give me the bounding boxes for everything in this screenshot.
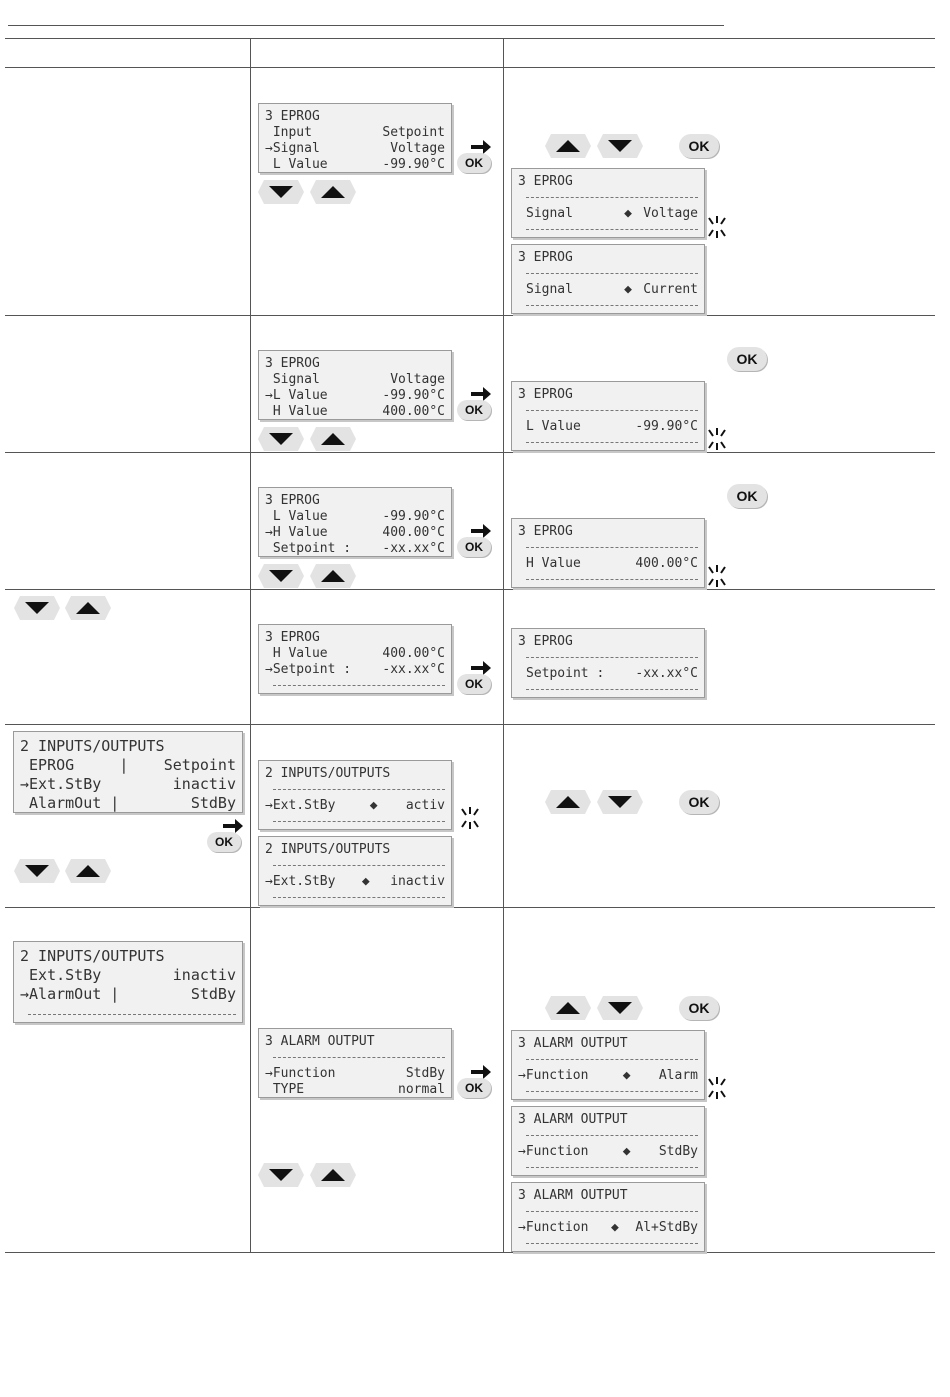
arrow-up-key-icon[interactable] xyxy=(310,564,356,588)
edit-symbol: ◆ xyxy=(622,1068,631,1083)
row-divider xyxy=(5,589,935,590)
menu-item-label: Signal xyxy=(265,372,320,387)
ok-button[interactable]: OK xyxy=(457,1078,491,1098)
edit-value: StdBy xyxy=(658,1144,698,1159)
ok-button[interactable]: OK xyxy=(727,484,767,508)
display-alarm-output xyxy=(258,1028,452,1098)
edit-value: -xx.xx°C xyxy=(635,666,698,681)
display-lvalue-edit xyxy=(511,381,705,451)
menu-item-value: -xx.xx°C xyxy=(382,541,445,556)
menu-item-label: Setpoint : xyxy=(265,541,352,556)
display-title: 3 EPROG xyxy=(518,634,573,649)
display-inputs-outputs xyxy=(13,731,243,813)
edit-value: activ xyxy=(405,798,445,813)
display-eprog-hvalue xyxy=(258,487,452,557)
arrow-up-key-icon[interactable] xyxy=(65,859,111,883)
ok-button[interactable]: OK xyxy=(457,537,491,557)
row-divider xyxy=(5,452,935,453)
display-setpoint-edit xyxy=(511,628,705,698)
display-title: 3 EPROG xyxy=(265,356,320,371)
menu-item-value: StdBy xyxy=(190,794,236,812)
menu-item-label: →Setpoint : xyxy=(265,662,352,677)
arrow-up-key-icon[interactable] xyxy=(310,427,356,451)
display-function-edit xyxy=(511,1106,705,1176)
display-hvalue-edit xyxy=(511,518,705,588)
menu-item-value: inactiv xyxy=(172,966,236,984)
menu-item-label: TYPE xyxy=(265,1082,305,1097)
arrow-down-key-icon[interactable] xyxy=(597,790,643,814)
display-eprog-setpoint xyxy=(258,624,452,694)
edit-symbol: ◆ xyxy=(361,874,370,889)
edit-label: →Ext.StBy xyxy=(265,874,336,889)
edit-symbol: ◆ xyxy=(624,206,632,221)
display-title: 3 EPROG xyxy=(518,524,573,539)
row-divider xyxy=(5,724,935,725)
display-eprog-lvalue xyxy=(258,350,452,420)
blink-icon xyxy=(706,426,728,452)
display-function-edit xyxy=(511,1030,705,1100)
display-eprog-signal xyxy=(258,103,452,173)
row-divider xyxy=(5,315,935,316)
display-title: 3 EPROG xyxy=(265,630,320,645)
edit-label: Signal xyxy=(526,206,573,221)
column-divider xyxy=(503,38,504,1252)
blink-icon xyxy=(459,805,481,831)
edit-label: →Ext.StBy xyxy=(265,798,336,813)
display-function-edit xyxy=(511,1182,705,1252)
menu-item-value: -xx.xx°C xyxy=(382,662,445,677)
menu-item-value: -99.90°C xyxy=(382,388,445,403)
arrow-down-key-icon[interactable] xyxy=(14,859,60,883)
ok-button[interactable]: OK xyxy=(457,153,491,173)
arrow-up-key-icon[interactable] xyxy=(310,180,356,204)
display-title: 3 ALARM OUTPUT xyxy=(518,1112,628,1127)
menu-item-label: →Signal xyxy=(265,141,320,156)
ok-button[interactable]: OK xyxy=(679,790,719,814)
menu-item-value: 400.00°C xyxy=(382,404,445,419)
edit-label: Setpoint : xyxy=(526,666,605,681)
display-signal-edit xyxy=(511,168,705,238)
edit-label: H Value xyxy=(526,556,581,571)
edit-symbol: ◆ xyxy=(624,282,632,297)
display-title: 3 ALARM OUTPUT xyxy=(518,1036,628,1051)
display-title: 3 EPROG xyxy=(265,109,320,124)
edit-value: Al+StdBy xyxy=(635,1220,698,1235)
menu-item-value: Setpoint xyxy=(382,125,445,140)
ok-button[interactable]: OK xyxy=(679,134,719,158)
arrow-up-key-icon[interactable] xyxy=(545,996,591,1020)
menu-item-value: inactiv xyxy=(172,775,236,793)
arrow-up-key-icon[interactable] xyxy=(65,596,111,620)
menu-item-value: Voltage xyxy=(390,141,445,156)
table-top-border xyxy=(5,38,935,39)
table-header-border xyxy=(5,67,935,68)
display-title: 3 ALARM OUTPUT xyxy=(265,1034,375,1049)
arrow-down-key-icon[interactable] xyxy=(597,134,643,158)
display-title: 3 ALARM OUTPUT xyxy=(518,1188,628,1203)
arrow-down-key-icon[interactable] xyxy=(258,427,304,451)
edit-value: 400.00°C xyxy=(635,556,698,571)
edit-label: →Function xyxy=(518,1144,589,1159)
edit-value: Alarm xyxy=(658,1068,698,1083)
ok-button[interactable]: OK xyxy=(207,832,241,852)
arrow-down-key-icon[interactable] xyxy=(258,564,304,588)
ok-button[interactable]: OK xyxy=(679,996,719,1020)
menu-item-label: AlarmOut | xyxy=(20,794,120,812)
menu-item-label: Input xyxy=(265,125,312,140)
display-title: 2 INPUTS/OUTPUTS xyxy=(20,947,165,965)
menu-item-value: Setpoint xyxy=(163,756,236,774)
edit-symbol: ◆ xyxy=(622,1144,631,1159)
edit-value: inactiv xyxy=(390,874,445,889)
menu-item-label: Ext.StBy xyxy=(20,966,102,984)
ok-button[interactable]: OK xyxy=(727,347,767,371)
edit-value: Voltage xyxy=(643,206,698,221)
menu-item-label: L Value xyxy=(265,157,328,172)
arrow-up-key-icon[interactable] xyxy=(310,1163,356,1187)
edit-value: -99.90°C xyxy=(635,419,698,434)
edit-symbol: ◆ xyxy=(369,798,378,813)
menu-item-value: StdBy xyxy=(190,985,236,1003)
display-title: 2 INPUTS/OUTPUTS xyxy=(265,766,391,781)
arrow-up-key-icon[interactable] xyxy=(545,134,591,158)
blink-icon xyxy=(706,563,728,589)
edit-symbol: ◆ xyxy=(611,1220,619,1235)
menu-item-value: -99.90°C xyxy=(382,157,445,172)
edit-label: Signal xyxy=(526,282,573,297)
menu-item-label: H Value xyxy=(265,404,328,419)
display-title: 2 INPUTS/OUTPUTS xyxy=(265,842,391,857)
header-rule xyxy=(8,25,724,26)
table-bottom-border xyxy=(5,1252,935,1253)
menu-item-label: →AlarmOut | xyxy=(20,985,120,1003)
display-title: 3 EPROG xyxy=(518,250,573,265)
display-inputs-outputs-alarm xyxy=(13,941,243,1023)
menu-item-value: 400.00°C xyxy=(382,525,445,540)
display-title: 3 EPROG xyxy=(518,174,573,189)
edit-label: →Function xyxy=(518,1068,589,1083)
menu-item-value: -99.90°C xyxy=(382,509,445,524)
row-divider xyxy=(5,907,935,908)
arrow-down-key-icon[interactable] xyxy=(258,1163,304,1187)
edit-label: →Function xyxy=(518,1220,589,1235)
ok-button[interactable]: OK xyxy=(457,674,491,694)
menu-item-label: H Value xyxy=(265,646,328,661)
menu-item-label: EPROG | xyxy=(20,756,129,774)
ok-button[interactable]: OK xyxy=(457,400,491,420)
menu-item-value: StdBy xyxy=(405,1066,445,1081)
display-title: 3 EPROG xyxy=(265,493,320,508)
menu-item-label: →Ext.StBy xyxy=(20,775,102,793)
display-extstby-edit xyxy=(258,836,452,906)
display-extstby-edit xyxy=(258,760,452,830)
arrow-down-key-icon[interactable] xyxy=(258,180,304,204)
menu-item-label: →L Value xyxy=(265,388,328,403)
menu-item-label: →H Value xyxy=(265,525,328,540)
column-divider xyxy=(250,38,251,1252)
menu-item-label: →Function xyxy=(265,1066,336,1081)
blink-icon xyxy=(706,1075,728,1101)
menu-item-value: 400.00°C xyxy=(382,646,445,661)
arrow-down-key-icon[interactable] xyxy=(14,596,60,620)
blink-icon xyxy=(706,214,728,240)
edit-value: Current xyxy=(643,282,698,297)
display-title: 3 EPROG xyxy=(518,387,573,402)
menu-item-label: L Value xyxy=(265,509,328,524)
menu-item-value: Voltage xyxy=(390,372,445,387)
menu-item-value: normal xyxy=(398,1082,445,1097)
display-signal-edit xyxy=(511,244,705,314)
display-title: 2 INPUTS/OUTPUTS xyxy=(20,737,165,755)
edit-label: L Value xyxy=(526,419,581,434)
arrow-down-key-icon[interactable] xyxy=(597,996,643,1020)
arrow-up-key-icon[interactable] xyxy=(545,790,591,814)
